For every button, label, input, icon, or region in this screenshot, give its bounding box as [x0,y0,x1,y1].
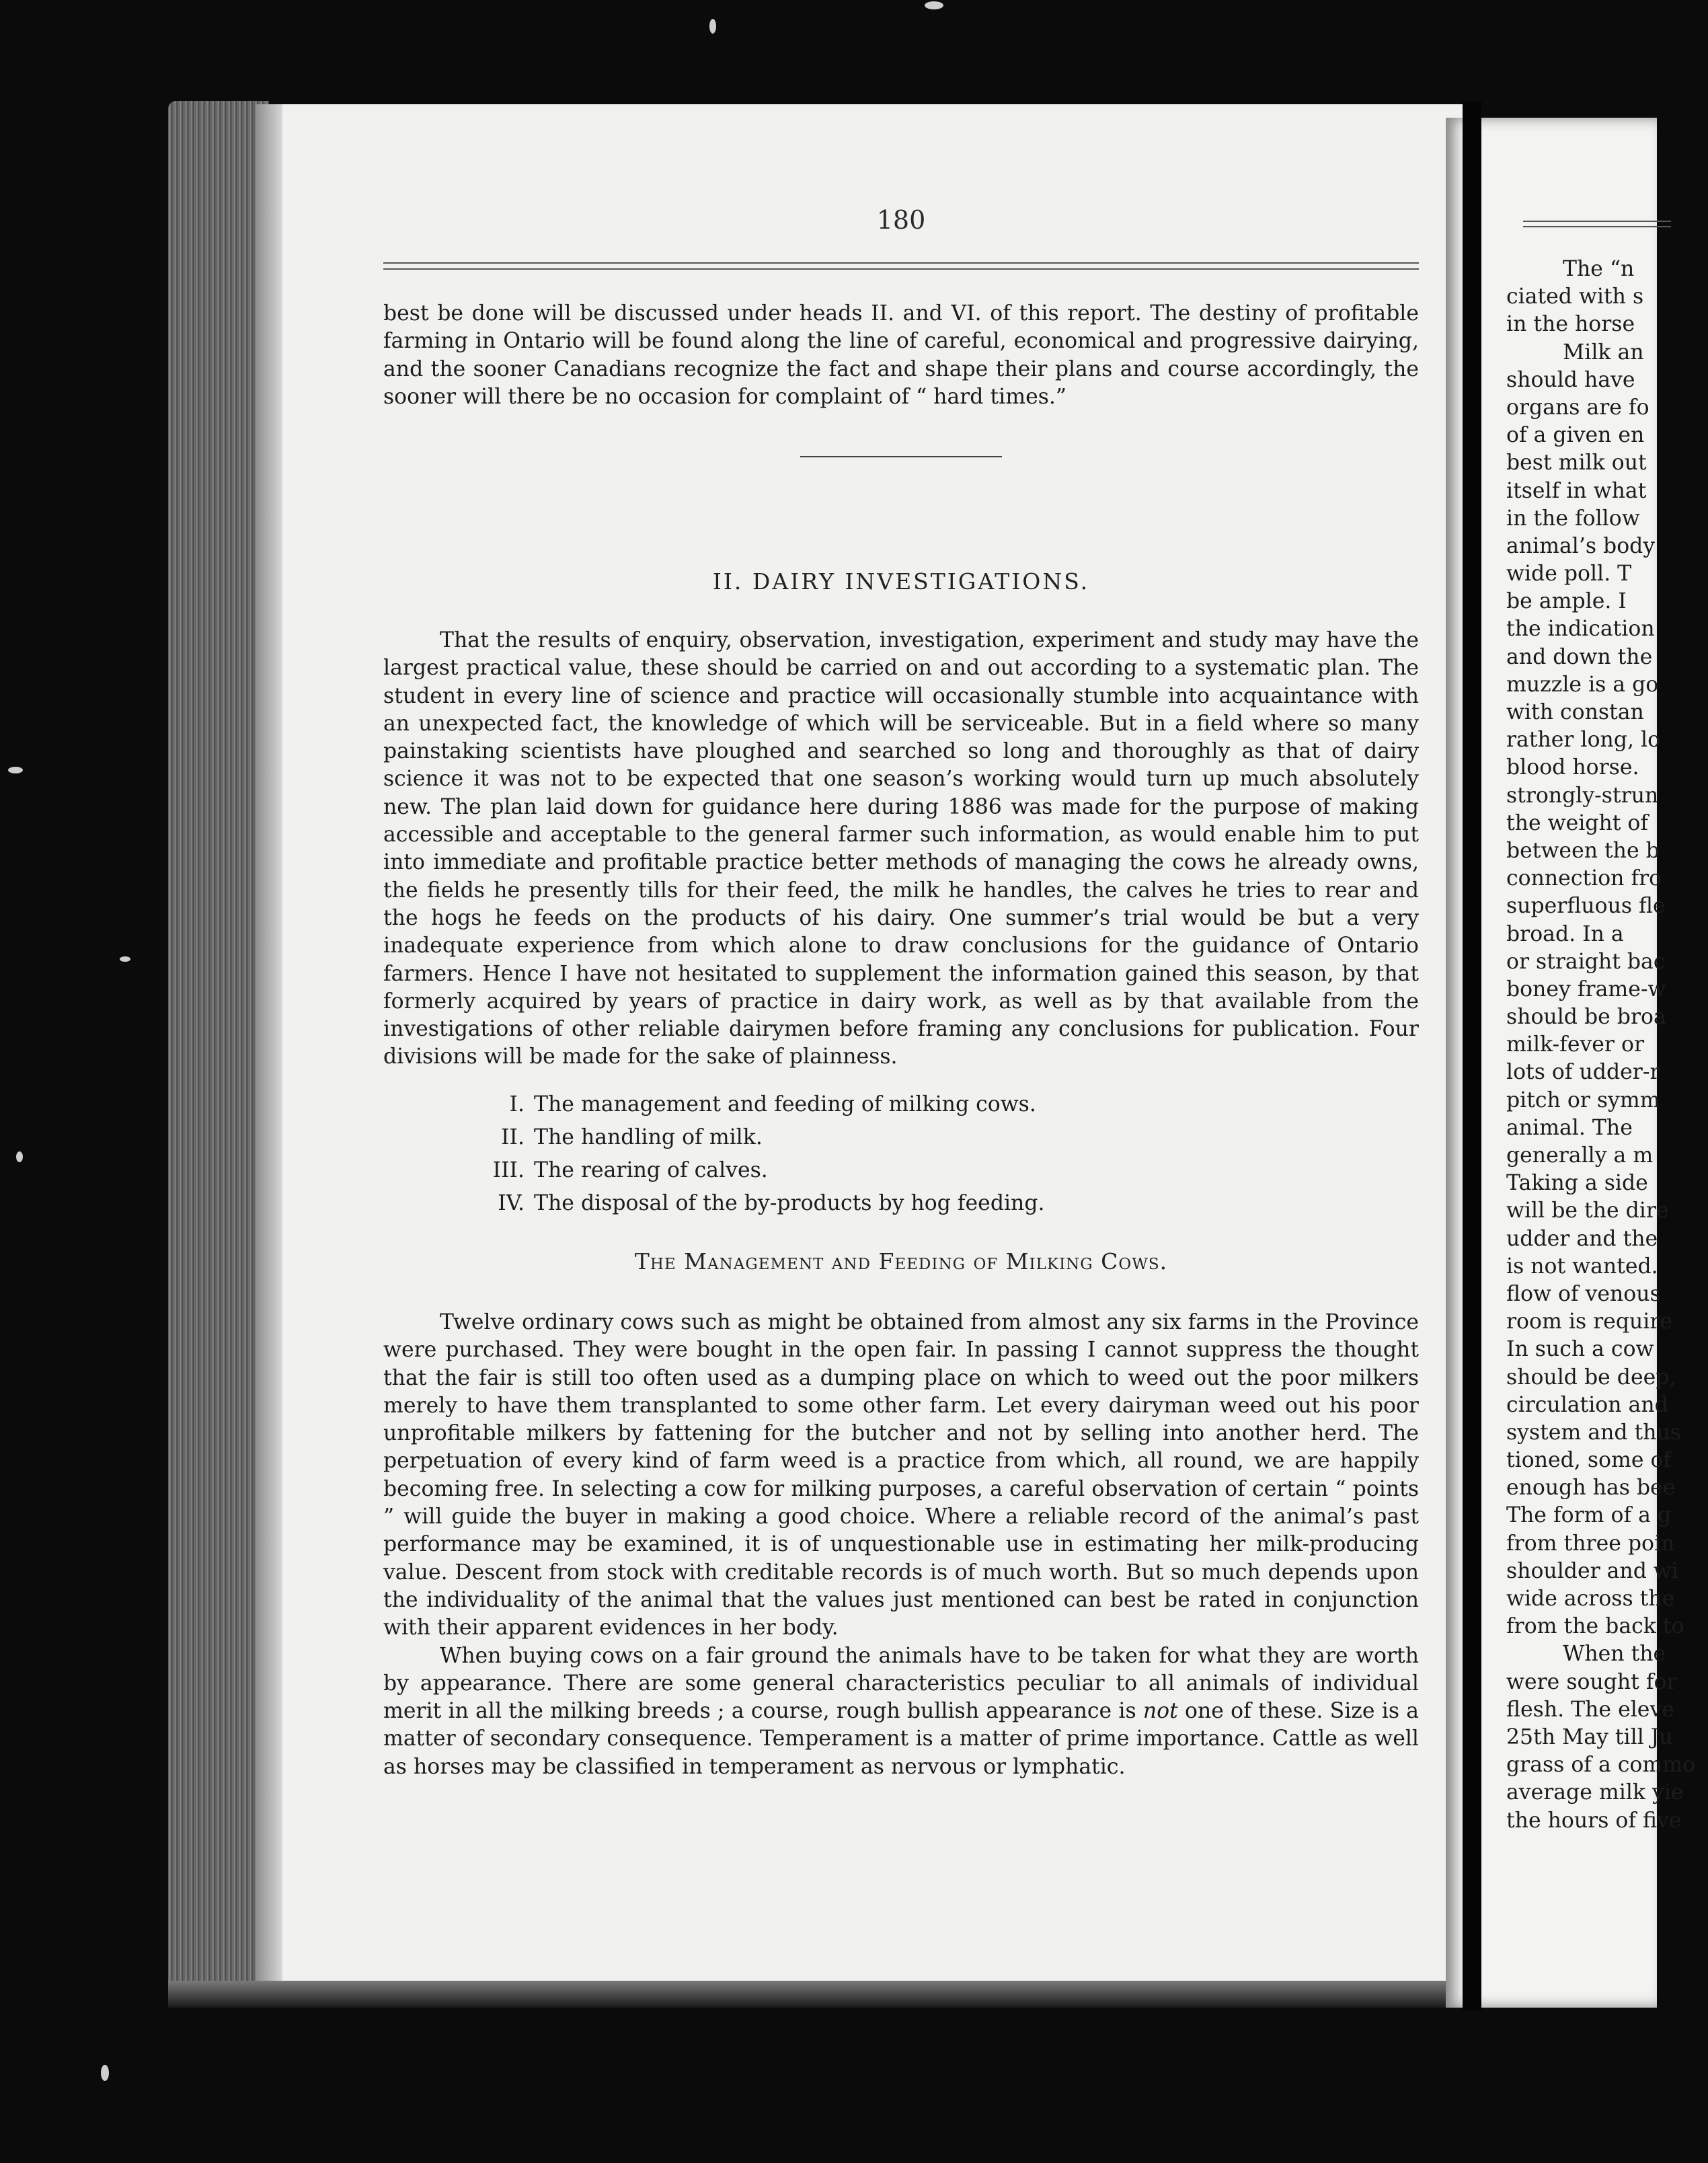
facing-page-line: with constan [1506,700,1644,724]
facing-page-line: broad. In a [1506,921,1624,946]
list-item-text: The handling of milk. [534,1125,763,1149]
facing-page-line: shoulder and wi [1506,1558,1678,1583]
facing-page-line: the weight of [1506,810,1649,835]
facing-page-line: should be broa [1506,1005,1666,1030]
facing-page-line: strongly-strun [1506,783,1659,808]
scan-speck [120,956,130,962]
page-number: 180 [876,205,926,235]
facing-page-line: from the back to [1506,1614,1684,1639]
facing-page-line: in the horse [1506,312,1635,337]
facing-page-line: animal’s body [1506,533,1656,558]
facing-page-line: The form of a g [1506,1503,1672,1528]
cows-paragraph-2-end: one of these. Size is a matter of secondary consequence. Temperament is a matter of prime importance. Cattle as well as horses may be classified in temperament as nervous or lymphatic. [383,1699,1419,1779]
facing-page-line: connection fro [1506,866,1662,891]
page-binding-shadow [256,104,282,1987]
facing-page-header-rule [1523,221,1671,227]
facing-page-line: udder and the [1506,1226,1658,1251]
facing-page-line: will be the dire [1506,1199,1669,1223]
list-item-text: The management and feeding of milking cows. [534,1092,1036,1116]
facing-page-line: and down the [1506,644,1653,669]
facing-page-line: The “n [1563,257,1635,281]
emphasis-not: not [1142,1699,1178,1724]
section-paragraph [383,627,1419,1071]
facing-page-line: animal. The [1506,1115,1633,1140]
facing-page-line: organs are fo [1506,395,1649,420]
facing-page-line: wide across the [1506,1587,1675,1611]
cows-paragraph-2 [383,1642,1419,1781]
facing-page-line: flesh. The eleve [1506,1697,1674,1722]
facing-page-line: room is require [1506,1310,1673,1334]
facing-page-text [1506,256,1708,1835]
facing-page-line: ciated with s [1506,284,1644,309]
list-item-number: III. [492,1158,525,1182]
facing-page-line: were sought for [1506,1669,1677,1694]
scan-speck [101,2065,109,2081]
header-double-rule [383,262,1419,270]
facing-page-line: boney frame-w [1506,977,1666,1001]
facing-page-line: the indication [1506,617,1655,642]
list-item-number: IV. [498,1191,525,1215]
list-item [457,1121,1197,1154]
intro-paragraph [383,300,1419,411]
facing-page-line: should be deep, [1506,1365,1676,1390]
subsection-heading: The Management and Feeding of Milking Cows. [634,1248,1168,1275]
facing-page-line: superfluous fle [1506,894,1666,919]
facing-page-line: milk-fever or [1506,1032,1645,1057]
scan-speck [925,1,943,9]
facing-page-line: blood horse. [1506,755,1639,780]
facing-page-line: tioned, some of [1506,1448,1672,1473]
book-page-edges [168,101,269,1991]
facing-page-line: wide poll. T [1506,562,1632,586]
cows-paragraph-1: Twelve ordinary cows such as might be obtained from almost any six farms in the Province were purchased. They were bought in the open fair. In passing I cannot suppress the thought that the fair is still too often used as a dumping place on which to weed out the poor milkers merely to have them transplanted to some other farm. Let every dairyman weed out his poor unprofitable milkers by fattening for the butcher and not by selling into another herd. The perpetuation of every kind of farm weed is a practice from which, all round, we are happily becoming free. In selecting a cow for milking purposes, a careful observation of certain “ points ” will guide the buyer in making a good choice. Where a reliable record of the animal’s past performance may be examined, it is of unquestionable use in estimating her milk-producing value. Descent from stock with creditable records is of much worth. But so much depends upon the individuality of the animal that the values just mentioned can best be rated in conjunction with their apparent evidences in her body. [383,1310,1419,1640]
list-item-number: I. [509,1092,525,1116]
facing-page-line: circulation and [1506,1392,1668,1417]
facing-page-line: generally a m [1506,1143,1654,1168]
facing-page-line: grass of a commo [1506,1753,1696,1778]
section-divider-rule [800,456,1002,457]
facing-page-line: between the b [1506,838,1660,863]
section-paragraph-text: That the results of enquiry, observation, investigation, experiment and study may have the largest practical value, these should be carried on and out according to a systematic plan. The student in every line of science and practice will occasionally stumble into acquaintance with an unexpected fact, the knowledge of which will be serviceable. But in a field where so many painstaking scientists have ploughed and searched so long and thoroughly as that of dairy science it was not to be expected that one season’s working would turn up much absolutely new. The plan laid down for guidance here during 1886 was made for the purpose of making accessible and acceptable to the general farmer such information, as would enable him to put into immediate and profitable practice better methods of managing the cows he already owns, the fields he presently tills for their feed, the milk he handles, the calves he tries to rear and the hogs he feeds on the products of his dairy. One summer’s trial would be but a very inadequate experience from which alone to draw conclusions for the guidance of Ontario farmers. Hence I have not hesitated to supplement the information gained this season, by that formerly acquired by years of practice in dairy work, as well as by that available from the investigations of other reliable dairymen before framing any conclusions for publication. Four divisions will be made for the sake of plainness. [383,628,1419,1069]
list-item-number: II. [501,1125,525,1149]
facing-page-line: flow of venous [1506,1281,1661,1306]
facing-page-line: rather long, lo [1506,728,1661,753]
facing-page-line: from three poin [1506,1531,1675,1556]
scan-speck [16,1151,23,1162]
facing-page-line: be ample. I [1506,589,1627,614]
facing-page-line: pitch or symm [1506,1088,1660,1112]
intro-paragraph-text: best be done will be discussed under heads II. and VI. of this report. The destiny of profitable farming in Ontario will be found along the line of careful, economical and progressive dairying, and the sooner Canadians recognize the fact and shape their plans and course accordingly, the sooner will there be no occasion for complaint of “ hard times.” [383,301,1419,409]
list-item [457,1154,1197,1187]
facing-page-line: in the follow [1506,506,1640,531]
facing-page-line: Milk an [1563,340,1644,365]
facing-page-line: of a given en [1506,423,1645,448]
facing-page-line: or straight bac [1506,949,1666,974]
facing-page-line: system and thus [1506,1420,1681,1445]
list-item [457,1187,1197,1220]
book-gutter [1463,101,1481,2011]
divisions-list [457,1088,1197,1220]
facing-page-line: When the [1563,1642,1666,1667]
list-item-text: The disposal of the by-products by hog feeding. [534,1191,1045,1215]
list-item-text: The rearing of calves. [534,1158,768,1182]
section-heading: II. DAIRY INVESTIGATIONS. [712,568,1090,595]
list-item [457,1088,1197,1121]
facing-page-line: should have [1506,367,1635,392]
facing-page-line: lots of udder-r [1506,1060,1660,1085]
facing-page-line: enough has bee [1506,1476,1676,1501]
scan-speck [8,767,23,773]
facing-page-line: is not wanted. [1506,1254,1658,1279]
cows-paragraph-2-start: When buying cows on a fair ground the animals have to be taken for what they are worth by appearance. There are some general characteristics peculiar to all animals of individual merit in all the milking breeds ; a course, rough bullish appearance is [383,1643,1419,1724]
facing-page-line: itself in what [1506,478,1647,503]
cows-section-text [383,1309,1419,1781]
facing-page-line: average milk yie [1506,1780,1684,1805]
facing-page-line: Taking a side [1506,1171,1648,1196]
facing-page-line: 25th May till Ju [1506,1724,1673,1749]
facing-page-line: muzzle is a go [1506,672,1659,697]
facing-page-line: best milk out [1506,451,1647,476]
page-bottom-shadow [168,1981,1466,2008]
scan-speck [709,19,716,34]
facing-page-line: In such a cow [1506,1337,1654,1362]
facing-page-line: the hours of five [1506,1808,1682,1833]
